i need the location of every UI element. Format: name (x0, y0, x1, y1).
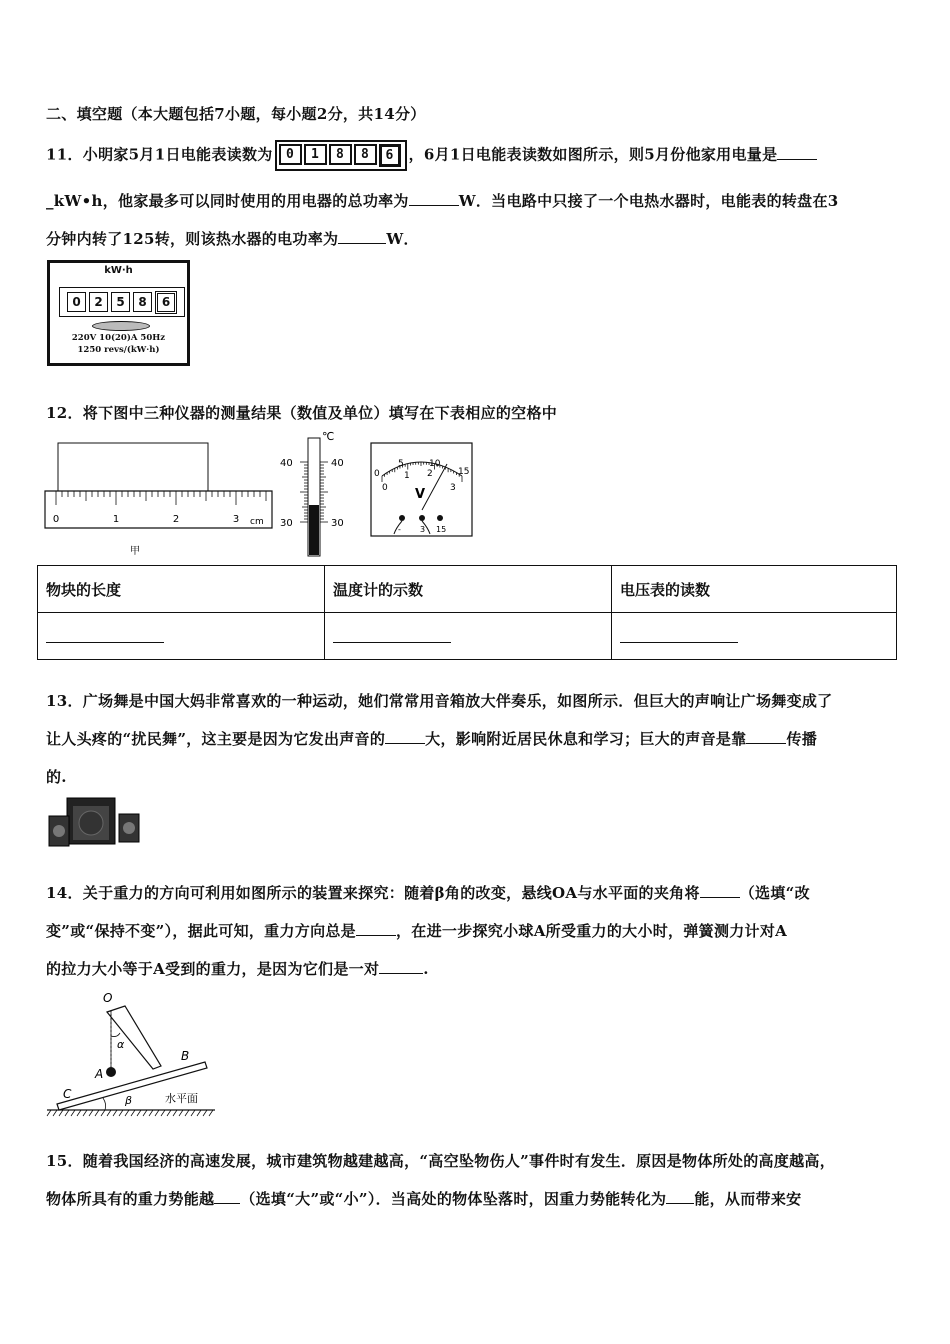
answer-blank[interactable] (620, 626, 738, 643)
volt-inner-label: 3 (450, 483, 456, 493)
q12-text: 12．将下图中三种仪器的测量结果（数值及单位）填写在下表相应的空格中 (46, 404, 558, 422)
q15-line2-a: 物体所具有的重力势能越 (46, 1190, 215, 1208)
voltmeter-figure (370, 442, 474, 538)
q11-line2-b: W．当电路中只接了一个电热水器时，电能表的转盘在3 (458, 192, 839, 210)
volt-terminal (399, 515, 405, 521)
hatch-line (65, 1110, 69, 1116)
hatch-line (137, 1110, 141, 1116)
volt-outer-label: 5 (398, 459, 404, 469)
hatch-line (161, 1110, 165, 1116)
stand-post (107, 1006, 161, 1069)
hatch-line (155, 1110, 159, 1116)
speaker-cone (53, 825, 65, 837)
q13-line2-c: 传播 (786, 730, 818, 748)
ball-a (106, 1067, 116, 1077)
thermo-label-left: 40 (280, 458, 293, 469)
answer-blank[interactable] (777, 158, 817, 160)
volt-symbol: V (415, 487, 426, 502)
beta-arc (103, 1098, 106, 1110)
q11-line3-b: W． (386, 230, 419, 248)
hatch-line (47, 1110, 51, 1116)
table-header-cell: 温度计的示数 (325, 566, 612, 613)
label-alpha: α (117, 1038, 125, 1051)
q14-line1-a: 14．关于重力的方向可利用如图所示的装置来探究：随着β角的改变，悬线OA与水平面的夹角将 (46, 884, 700, 902)
hatch-line (89, 1110, 93, 1116)
q15-line1: 15．随着我国经济的高速发展，城市建筑物越建越高，“高空坠物伤人”事件时有发生．原因是物体所处的高度越高， (46, 1152, 836, 1170)
hatch-line (203, 1110, 207, 1116)
label-o: O (103, 991, 113, 1005)
ruler-tick-label: 2 (172, 514, 180, 525)
hatch-line (71, 1110, 75, 1116)
hatch-line (209, 1110, 213, 1116)
table-answer-cell[interactable] (325, 613, 612, 660)
thermo-unit: ℃ (322, 430, 335, 443)
hatch-line (119, 1110, 123, 1116)
volt-outer-label: 10 (429, 459, 441, 469)
volt-outer-label: 0 (374, 469, 380, 479)
ruler-tick-label: 1 (112, 514, 120, 525)
meter-digit-window (59, 287, 185, 317)
ground-hatching (47, 1110, 213, 1116)
answer-blank[interactable] (356, 934, 396, 936)
meter-digit: 5 (111, 292, 130, 312)
hatch-line (185, 1110, 189, 1116)
q13-line2-b: 大，影响附近居民休息和学习；巨大的声音是靠 (425, 730, 747, 748)
inline-meter-digit: 8 (354, 144, 377, 165)
thermo-label-right: 40 (331, 458, 344, 469)
label-beta: β (125, 1094, 133, 1107)
volt-terminal-label: - (398, 525, 401, 534)
q15-line2-c: 能，从而带来安 (694, 1190, 802, 1208)
speaker-cone (123, 822, 135, 834)
q13-line2-a: 让人头疼的“扰民舞”，这主要是因为它发出声音的 (46, 730, 386, 748)
hatch-line (149, 1110, 153, 1116)
inline-meter-digit: 8 (329, 144, 352, 165)
block (58, 443, 208, 491)
hatch-line (191, 1110, 195, 1116)
q11-line1-pre: 11．小明家5月1日电能表读数为 (46, 145, 273, 164)
hatch-line (143, 1110, 147, 1116)
q14-line3 (46, 958, 429, 979)
volt-terminal-label: 15 (436, 525, 447, 534)
answer-blank[interactable] (46, 626, 164, 643)
hatch-line (125, 1110, 129, 1116)
inline-meter-digit: 0 (279, 144, 302, 165)
meter-spec1: 220V 10(20)A 50Hz (71, 333, 166, 343)
answer-blank[interactable] (385, 742, 425, 744)
meter-digit: 2 (89, 292, 108, 312)
hatch-line (83, 1110, 87, 1116)
q13-line2 (46, 728, 817, 749)
q11-line1-post: ，6月1日电能表读数如图所示，则5月份他家用电量是 (408, 145, 778, 164)
speaker-cone (79, 811, 103, 835)
thermo-label-left: 30 (280, 518, 293, 529)
thermometer-figure (278, 428, 353, 558)
hatch-line (95, 1110, 99, 1116)
table-answer-cell[interactable] (612, 613, 897, 660)
q11-line3-a: 分钟内转了125转，则该热水器的电功率为 (46, 230, 339, 248)
ruler-tick-label: 0 (52, 514, 60, 525)
hatch-line (101, 1110, 105, 1116)
q11-line2-a: _kW•h，他家最多可以同时使用的用电器的总功率为 (46, 192, 409, 210)
volt-inner-label: 1 (404, 471, 410, 481)
table-header-cell: 电压表的读数 (612, 566, 897, 613)
hatch-line (77, 1110, 81, 1116)
table-header-cell: 物块的长度 (38, 566, 325, 613)
q14-line2-b: ，在进一步探究小球A所受重力的大小时，弹簧测力计对A (396, 922, 788, 940)
table-row (38, 613, 897, 660)
answer-blank[interactable] (666, 1202, 694, 1204)
ruler-caption: 甲 (130, 546, 140, 557)
q11-line2 (46, 190, 839, 211)
answer-blank[interactable] (409, 204, 459, 206)
hatch-line (59, 1110, 63, 1116)
hatch-line (113, 1110, 117, 1116)
table-header-row (38, 566, 897, 613)
meter-unit: kW·h (104, 265, 133, 276)
answer-blank[interactable] (700, 896, 740, 898)
hatch-line (131, 1110, 135, 1116)
label-b: B (181, 1049, 190, 1063)
volt-terminal (437, 515, 443, 521)
q14-line1-b: （选填“改 (739, 884, 810, 902)
meter-spec2: 1250 revs/(kW·h) (77, 345, 160, 355)
answer-blank[interactable] (214, 1202, 240, 1204)
volt-terminal-label: 3 (420, 525, 426, 534)
answer-blank[interactable] (379, 972, 423, 974)
q13-line1: 13．广场舞是中国大妈非常喜欢的一种运动，她们常常用音箱放大伴奏乐，如图所示．但巨大的声响让广场舞变成了 (46, 692, 833, 710)
answer-blank[interactable] (333, 626, 451, 643)
inline-meter-digit: 6 (379, 144, 401, 167)
q11-line1 (46, 140, 817, 171)
thermo-label-right: 30 (331, 518, 344, 529)
section-heading: 二、填空题（本大题包括7小题，每小题2分，共14分） (46, 105, 426, 123)
meter-digit: 8 (133, 292, 152, 312)
label-a: A (95, 1067, 104, 1081)
hatch-line (53, 1110, 57, 1116)
volt-inner-label: 0 (382, 483, 388, 493)
meter-disc (92, 321, 150, 331)
hatch-line (167, 1110, 171, 1116)
alpha-arc (111, 1033, 120, 1037)
volt-terminal (419, 515, 425, 521)
hatch-line (107, 1110, 111, 1116)
volt-outer-label: 15 (458, 467, 470, 477)
q14-line2 (46, 920, 787, 941)
inline-meter-digit: 1 (304, 144, 327, 165)
q14-line1 (46, 882, 810, 903)
hatch-line (173, 1110, 177, 1116)
q15-line2 (46, 1188, 801, 1209)
answer-table (37, 565, 897, 660)
ruler-tick-label: 3 (232, 514, 240, 525)
hatch-line (197, 1110, 201, 1116)
meter-digit: 6 (155, 291, 177, 314)
q14-line2-a: 变”或“保持不变”），据此可知，重力方向总是 (46, 922, 356, 940)
ruler-figure (40, 440, 280, 560)
q11-line3 (46, 228, 419, 249)
inline-meter-reading (275, 140, 407, 171)
electric-meter-figure (47, 260, 190, 366)
ruler-unit: cm (250, 517, 264, 527)
thermo-liquid (309, 505, 319, 555)
q15-line2-b: （选填“大”或“小”）．当高处的物体坠落时，因重力势能转化为 (240, 1190, 667, 1208)
table-answer-cell[interactable] (38, 613, 325, 660)
label-c: C (63, 1087, 72, 1101)
hatch-line (179, 1110, 183, 1116)
q14-line3-a: 的拉力大小等于A受到的重力，是因为它们是一对 (46, 960, 380, 978)
answer-blank[interactable] (338, 242, 386, 244)
q14-line3-b: . (423, 960, 429, 978)
answer-blank[interactable] (746, 742, 786, 744)
meter-digit: 0 (67, 292, 86, 312)
incline-figure (45, 986, 220, 1121)
label-ground: 水平面 (165, 1092, 198, 1105)
speaker-figure (47, 796, 142, 848)
q13-line3: 的. (46, 768, 67, 786)
volt-inner-label: 2 (427, 469, 433, 479)
